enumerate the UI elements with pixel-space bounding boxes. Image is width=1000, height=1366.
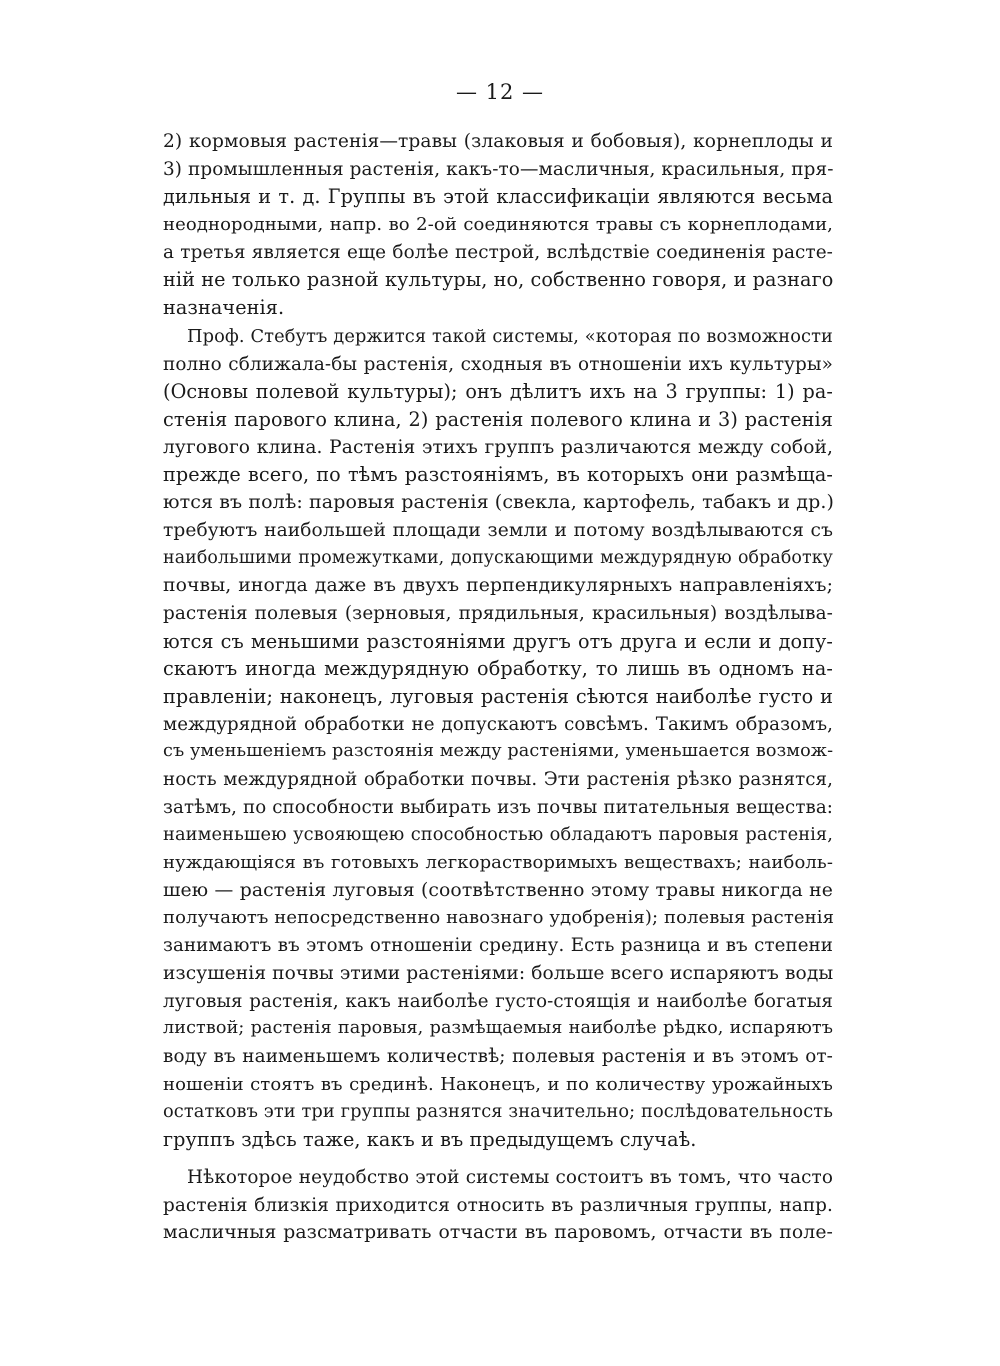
page-number: — 12 — bbox=[455, 80, 545, 104]
text-line: ются съ меньшими разстояніями другъ отъ друга и если и допу- bbox=[163, 629, 833, 653]
text-line: луговыя растенія, какъ наиболѣе густо-стоящія и наиболѣе богатыя bbox=[163, 990, 833, 1012]
text-line: группъ здѣсь таже, какъ и въ предыдущемъ случаѣ. bbox=[163, 1127, 697, 1151]
paragraph-3 bbox=[163, 1164, 833, 1247]
text-line: Нѣкоторое неудобство этой системы состоитъ въ томъ, что часто bbox=[187, 1167, 833, 1188]
text-line: полно сближала-бы растенія, сходныя въ отношеніи ихъ культуры» bbox=[163, 353, 833, 375]
text-line: шею — растенія луговыя (соотвѣтственно этому травы никогда не bbox=[163, 879, 833, 901]
text-line: нуждающіяся въ готовыхъ легкорастворимыхъ веществахъ; наиболь- bbox=[163, 852, 833, 874]
text-line: наименьшею усвояющею способностью обладаютъ паровыя растенія, bbox=[163, 824, 833, 846]
text-line: назначенія. bbox=[163, 296, 285, 320]
text-line: дильныя и т. д. Группы въ этой классификаціи являются весьма bbox=[163, 185, 833, 209]
text-line: 3) промышленныя растенія, какъ-то—масличныя, красильныя, пря- bbox=[163, 158, 834, 180]
text-line: ній не только разной культуры, но, собственно говоря, и разнаго bbox=[163, 268, 834, 292]
text-line: Проф. Стебутъ держится такой системы, «которая по возможности bbox=[187, 326, 833, 347]
text-line: занимаютъ въ этомъ отношеніи средину. Есть разница и въ степени bbox=[163, 935, 833, 957]
text-line: стенія парового клина, 2) растенія полевого клина и 3) растенія bbox=[163, 408, 833, 432]
text-line: прежде всего, по тѣмъ разстояніямъ, въ которыхъ они размѣща- bbox=[163, 463, 833, 487]
text-line: (Основы полевой культуры); онъ дѣлитъ ихъ на 3 группы: 1) ра- bbox=[163, 380, 833, 404]
paragraph-1 bbox=[163, 128, 833, 322]
text-line: требуютъ наибольшей площади земли и потому воздѣлываются съ bbox=[163, 519, 833, 541]
text-line: неоднородными, напр. во 2-ой соединяются травы съ корнеплодами, bbox=[163, 214, 833, 236]
text-line: растенія близкія приходится относить въ различныя группы, напр. bbox=[163, 1194, 833, 1216]
text-line: затѣмъ, по способности выбирать изъ почвы питательныя вещества: bbox=[163, 796, 833, 818]
text-line: скаютъ иногда междурядную обработку, то лишь въ одномъ на- bbox=[163, 657, 833, 681]
text-line: изсушенія почвы этими растеніями: больше всего испаряютъ воды bbox=[163, 962, 834, 984]
text-line: остатковъ эти три группы разнятся значительно; послѣдовательность bbox=[163, 1101, 833, 1123]
text-line: правленіи; наконецъ, луговыя растенія сѣются наиболѣе густо и bbox=[163, 684, 833, 708]
text-line: а третья является еще болѣе пестрой, вслѣдствіе соединенія расте- bbox=[163, 241, 833, 263]
text-line: получаютъ непосредственно навознаго удобренія); полевыя растенія bbox=[163, 907, 835, 929]
text-line: 2) кормовыя растенія—травы (злаковыя и бобовыя), корнеплоды и bbox=[163, 131, 833, 152]
text-line: растенія полевыя (зерновыя, прядильныя, красильныя) воздѣлыва- bbox=[163, 602, 833, 624]
text-line: ность междурядной обработки почвы. Эти растенія рѣзко разнятся, bbox=[163, 769, 833, 790]
text-line: лугового клина. Растенія этихъ группъ различаются между собой, bbox=[163, 436, 833, 458]
text-line: масличныя разсматривать отчасти въ паровомъ, отчасти въ поле- bbox=[163, 1222, 833, 1244]
paragraph-2 bbox=[163, 323, 833, 1154]
text-line: ются въ полѣ: паровыя растенія (свекла, картофель, табакъ и др.) bbox=[163, 491, 835, 514]
text-line: ношеніи стоятъ въ срединѣ. Наконецъ, и по количеству урожайныхъ bbox=[163, 1073, 833, 1095]
text-line: съ уменьшеніемъ разстоянія между растеніями, уменьшается возмож- bbox=[163, 741, 834, 762]
text-line: воду въ наименьшемъ количествѣ; полевыя растенія и въ этомъ от- bbox=[163, 1045, 833, 1067]
text-line: междурядной обработки не допускаютъ совсѣмъ. Такимъ образомъ, bbox=[163, 713, 833, 735]
text-line: листвой; растенія паровыя, размѣщаемыя наиболѣе рѣдко, испаряютъ bbox=[163, 1018, 833, 1039]
text-line: наибольшими промежутками, допускающими междурядную обработку bbox=[163, 547, 833, 568]
text-line: почвы, иногда даже въ двухъ перпендикулярныхъ направленіяхъ; bbox=[163, 575, 833, 597]
